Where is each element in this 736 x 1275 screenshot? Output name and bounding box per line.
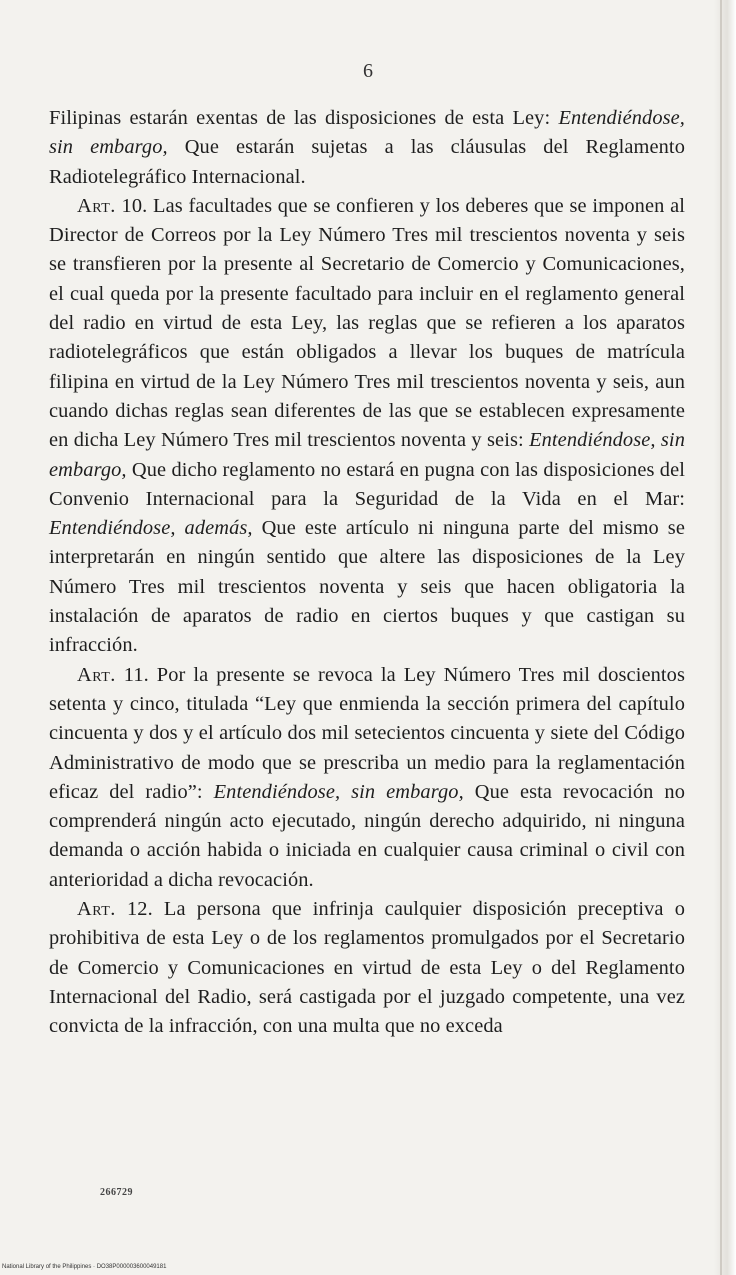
proviso-italic: Entendiéndose, sin embargo, xyxy=(49,107,685,159)
article-label: Art. xyxy=(77,898,116,921)
proviso-italic: Entendiéndose, sin embargo, xyxy=(213,780,464,803)
page-binding-line xyxy=(720,0,722,1275)
paragraph-text: Que esta revocación no comprenderá ningún acto ejecutado, ningún derecho adquirido, ni ninguna demanda o acción habida o iniciada en cualquier causa criminal o civil con anterioridad a dicha revocación. xyxy=(49,780,685,891)
paragraph-text: Que estarán sujetas a las cláusulas del Reglamento Radiotelegráfico Internacional. xyxy=(49,136,685,188)
paragraph-text: 11. Por la presente se revoca la Ley Número Tres mil doscientos setenta y cinco, titulada “Ley que enmienda la sección primera del capítulo cincuenta y dos y el artículo dos mil setecientos cincuenta y siete del Código Administrativo de modo que se prescriba un medio para la reglamentación eficaz del radio”: xyxy=(49,663,685,803)
paragraph-text: Que dicho reglamento no estará en pugna con las disposiciones del Convenio Internacional para la Seguridad de la Vida en el Mar: xyxy=(49,458,685,510)
paragraph xyxy=(49,104,685,192)
proviso-italic: Entendiéndose, además, xyxy=(49,517,253,540)
paragraph xyxy=(49,661,685,895)
page-number: 6 xyxy=(363,60,373,82)
paragraph xyxy=(49,895,685,1041)
paragraph-text: 12. La persona que infrinja caulquier disposición preceptiva o prohibitiva de esta Ley o de los reglamentos promulgados por el Secretario de Comercio y Comunicaciones en virtud de esta Ley o del Reglamento Internacional del Radio, será castigada por el juzgado competente, una vez convicta de la infracción, con una multa que no exceda xyxy=(49,898,685,1038)
proviso-italic: Entendiéndose, sin embargo, xyxy=(49,429,685,481)
article-label: Art. xyxy=(77,663,116,686)
paragraph-text: 10. Las facultades que se confieren y los deberes que se imponen al Director de Correos por la Ley Número Tres mil trescientos noventa y seis se transfieren por la presente al Secretario de Comercio y Comunicaciones, el cual queda por la presente facultado para incluir en el reglamento general del radio en virtud de esta Ley, las reglas que se refieren a los aparatos radiotelegráficos que están obligados a llevar los buques de matrícula filipina en virtud de la Ley Número Tres mil trescientos noventa y seis, aun cuando dichas reglas sean diferentes de las que se establecen expresamente en dicha Ley Número Tres mil trescientos noventa y seis: xyxy=(49,194,685,452)
document-body xyxy=(49,104,685,1042)
library-watermark: National Library of the Philippines · DO38P000003600049181 xyxy=(2,1264,167,1270)
printer-code: 266729 xyxy=(100,1187,133,1198)
paragraph-text: Filipinas estarán exentas de las disposiciones de esta Ley: xyxy=(49,107,559,129)
article-label: Art. xyxy=(77,194,116,217)
paragraph xyxy=(49,192,685,661)
paragraph-text: Que este artículo ni ninguna parte del mismo se interpretarán en ningún sentido que altere las disposiciones de la Ley Número Tres mil trescientos noventa y seis que hacen obligatoria la instalación de aparatos de radio en ciertos buques y que castigan su infracción. xyxy=(49,517,685,657)
page-right-edge xyxy=(714,0,736,1275)
